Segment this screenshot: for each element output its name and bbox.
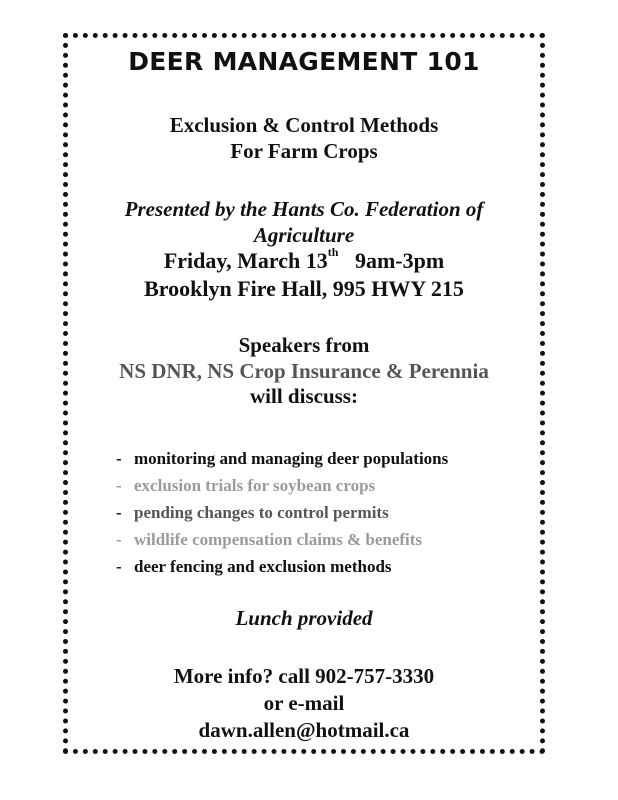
list-item bbox=[116, 526, 448, 553]
topic-text: monitoring and managing deer populations bbox=[134, 449, 449, 468]
event-flyer bbox=[63, 33, 545, 754]
topic-text: pending changes to control permits bbox=[134, 503, 389, 522]
dash-bullet: - bbox=[116, 476, 122, 495]
list-item bbox=[116, 553, 448, 580]
contact-email[interactable]: dawn.allen@hotmail.ca bbox=[198, 718, 410, 742]
event-time: 9am-3pm bbox=[354, 248, 445, 273]
topic-text: wildlife compensation claims & benefits bbox=[134, 530, 423, 549]
subtitle-line-1: Exclusion & Control Methods bbox=[169, 113, 439, 137]
date-ordinal: th bbox=[327, 245, 339, 259]
list-item bbox=[116, 472, 448, 499]
presenter-line-1: Presented by the Hants Co. Federation of bbox=[124, 197, 484, 221]
speakers-line-3: will discuss: bbox=[250, 384, 358, 408]
contact-phone: More info? call 902-757-3330 bbox=[173, 664, 435, 688]
speakers-line-2: NS DNR, NS Crop Insurance & Perennia bbox=[119, 359, 489, 383]
dash-bullet: - bbox=[116, 557, 122, 576]
dash-bullet: - bbox=[116, 530, 122, 549]
event-location: Brooklyn Fire Hall, 995 HWY 215 bbox=[144, 276, 464, 301]
dash-bullet: - bbox=[116, 449, 122, 468]
topic-text: deer fencing and exclusion methods bbox=[134, 557, 392, 576]
subtitle-line-2: For Farm Crops bbox=[230, 139, 378, 163]
topic-list bbox=[116, 445, 448, 580]
presenter-line-2: Agriculture bbox=[253, 223, 355, 247]
speakers-line-1: Speakers from bbox=[238, 333, 370, 357]
event-date-time bbox=[68, 245, 540, 274]
flyer-title: DEER MANAGEMENT 101 bbox=[128, 47, 480, 76]
lunch-note: Lunch provided bbox=[235, 606, 373, 630]
list-item bbox=[116, 499, 448, 526]
contact-or-email: or e-mail bbox=[263, 691, 345, 715]
topic-text: exclusion trials for soybean crops bbox=[134, 476, 376, 495]
dash-bullet: - bbox=[116, 503, 122, 522]
list-item bbox=[116, 445, 448, 472]
event-date: Friday, March 13 bbox=[163, 248, 328, 273]
